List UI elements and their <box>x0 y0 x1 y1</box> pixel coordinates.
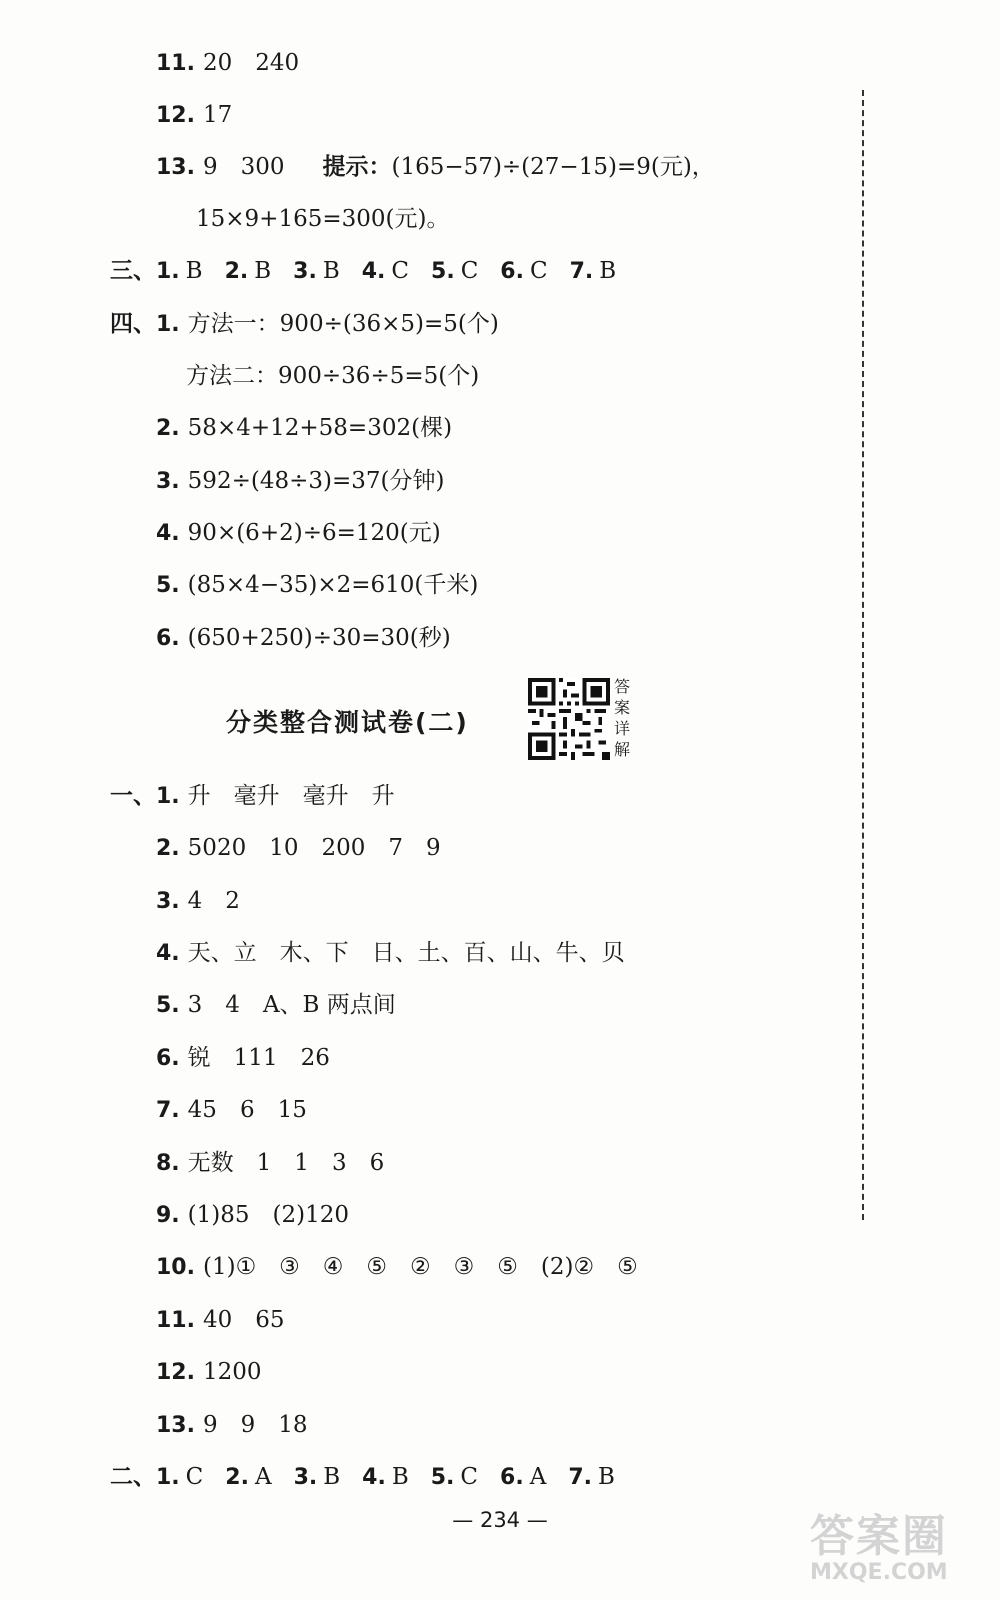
item-answer: 40 65 <box>202 1307 285 1333</box>
item-answer: 9 9 18 <box>202 1412 308 1438</box>
item-number: 1. <box>156 784 180 809</box>
part1-item-1 <box>110 781 415 812</box>
mc-item <box>568 1464 615 1490</box>
part1-item-12 <box>156 1357 282 1388</box>
item-number: 11. <box>156 51 195 76</box>
q2-item-13 <box>156 152 715 183</box>
watermark-logo <box>810 1500 990 1590</box>
item-answer: 9 300 <box>202 154 285 180</box>
item-answer: (85×4−35)×2=610(千米) <box>187 572 479 598</box>
item-number: 11. <box>156 1308 195 1333</box>
item-number: 6. <box>156 626 180 651</box>
item-number: 13. <box>156 155 195 180</box>
item-answer: 592÷(48÷3)=37(分钟) <box>187 468 445 494</box>
page-number: — 234 — <box>452 1508 548 1532</box>
section-label: 四、 <box>110 310 156 337</box>
part1-item-7 <box>156 1095 327 1126</box>
item-number: 6. <box>500 1465 524 1490</box>
item-number: 13. <box>156 1413 195 1438</box>
mc-item <box>431 258 478 284</box>
qr-label: 答案详解 <box>613 677 630 759</box>
section-4-item-2 <box>156 413 472 444</box>
item-number: 12. <box>156 103 195 128</box>
section-4-item-1 <box>110 309 519 340</box>
item-answer: 58×4+12+58=302(棵) <box>187 415 453 441</box>
item-answer: B <box>323 1464 341 1490</box>
item-answer: A <box>254 1464 272 1490</box>
item-number: 10. <box>156 1255 195 1280</box>
item-answer: 锐 111 26 <box>187 1045 330 1071</box>
item-number: 1. <box>156 312 180 337</box>
mc-item <box>500 1464 546 1490</box>
hint-text-line2: 15×9+165=300(元)。 <box>196 206 450 232</box>
section-label: 二、 <box>110 1463 156 1490</box>
item-answer: B <box>597 1464 615 1490</box>
item-number: 8. <box>156 1151 180 1176</box>
item-answer: C <box>529 258 548 284</box>
item-answer: 升 毫升 毫升 升 <box>187 783 395 809</box>
item-number: 3. <box>156 889 180 914</box>
item-number: 3. <box>293 259 317 284</box>
item-answer: (650+250)÷30=30(秒) <box>187 625 451 651</box>
section-4-item-3 <box>156 466 464 497</box>
part1-item-2 <box>156 833 461 864</box>
section-label: 一、 <box>110 782 156 809</box>
item-number: 6. <box>500 259 524 284</box>
mc-item <box>156 258 203 284</box>
item-number: 5. <box>430 1465 455 1490</box>
section-3-row <box>110 256 638 287</box>
part1-item-10 <box>156 1252 658 1283</box>
item-answer: 5020 10 200 7 9 <box>187 835 441 861</box>
section-label: 三、 <box>110 257 156 284</box>
item-number: 7. <box>568 1465 592 1490</box>
test-title: 分类整合测试卷(二) <box>226 708 469 737</box>
item-answer: 90×(6+2)÷6=120(元) <box>187 520 441 546</box>
item-answer: C <box>460 258 479 284</box>
part1-item-8 <box>156 1148 404 1179</box>
item-answer: 45 6 15 <box>187 1097 307 1123</box>
item-answer: C <box>460 1464 479 1490</box>
item-number: 4. <box>361 259 386 284</box>
item-answer: C <box>185 1464 204 1490</box>
mc-item <box>293 258 340 284</box>
item-number: 3. <box>293 1465 318 1490</box>
mc-item <box>362 1464 409 1490</box>
mc-item <box>225 258 272 284</box>
qr-code-icon <box>528 678 610 760</box>
item-answer: 无数 1 1 3 6 <box>187 1150 385 1176</box>
item-number: 6. <box>156 1046 180 1071</box>
item-number: 5. <box>156 573 180 598</box>
item-number: 2. <box>156 416 180 441</box>
watermark-url: MXQE.COM <box>810 1560 948 1585</box>
item-number: 5. <box>156 993 180 1018</box>
item-number: 4. <box>156 521 180 546</box>
part1-item-4 <box>156 938 645 969</box>
mc-item <box>156 1464 203 1490</box>
item-answer: (1)85 (2)120 <box>187 1202 349 1228</box>
section-4-item-1-line2 <box>186 361 479 391</box>
item-number: 3. <box>156 469 180 494</box>
item-answer: (1)① ③ ④ ⑤ ② ③ ⑤ (2)② ⑤ <box>202 1254 638 1280</box>
item-answer: B <box>185 258 203 284</box>
item-answer: 天、立 木、下 日、土、百、山、牛、贝 <box>187 940 625 966</box>
item-answer: B <box>254 258 272 284</box>
section-4-item-6 <box>156 623 471 654</box>
mc-item <box>500 258 547 284</box>
q2-item-11 <box>156 48 319 79</box>
mc-item <box>294 1464 341 1490</box>
mc-item <box>225 1464 271 1490</box>
item-number: 7. <box>569 259 594 284</box>
item-number: 1. <box>156 1465 180 1490</box>
item-number: 2. <box>224 259 249 284</box>
hint-label: 提示： <box>322 153 392 180</box>
part1-item-3 <box>156 886 260 917</box>
q2-item-12 <box>156 100 252 131</box>
mc-item <box>362 258 409 284</box>
part1-item-6 <box>156 1043 350 1074</box>
item-answer: 方法二：900÷36÷5=5(个) <box>186 363 480 389</box>
item-answer: 17 <box>202 102 233 128</box>
item-number: 5. <box>431 259 455 284</box>
item-answer: B <box>322 258 340 284</box>
item-answer: 20 240 <box>202 50 300 76</box>
part1-item-11 <box>156 1305 305 1336</box>
hint-text: (165−57)÷(27−15)=9(元)， <box>391 154 715 180</box>
binding-line <box>862 90 868 1220</box>
item-answer: 方法一：900÷(36×5)=5(个) <box>187 311 499 337</box>
mc-item <box>570 258 617 284</box>
item-answer: 3 4 A、B 两点间 <box>187 992 396 1018</box>
item-number: 4. <box>362 1465 386 1490</box>
item-answer: 4 2 <box>187 888 240 914</box>
q2-item-13-line2 <box>196 204 449 234</box>
item-number: 12. <box>156 1360 195 1385</box>
section-4-item-5 <box>156 570 498 601</box>
item-answer: C <box>391 258 410 284</box>
item-number: 2. <box>156 836 180 861</box>
item-answer: 1200 <box>202 1359 262 1385</box>
part1-item-13 <box>156 1410 328 1441</box>
item-number: 4. <box>156 941 180 966</box>
section-4-item-4 <box>156 518 461 549</box>
item-answer: A <box>529 1464 547 1490</box>
item-number: 2. <box>225 1465 249 1490</box>
item-answer: B <box>599 258 617 284</box>
item-number: 9. <box>156 1203 180 1228</box>
item-answer: B <box>391 1464 409 1490</box>
part1-item-5 <box>156 990 416 1021</box>
mc-item <box>431 1464 478 1490</box>
part1-item-9 <box>156 1200 369 1231</box>
item-number: 1. <box>156 259 180 284</box>
item-number: 7. <box>156 1098 180 1123</box>
part2-row <box>110 1462 637 1493</box>
watermark-text: 答案圈 <box>810 1511 948 1562</box>
